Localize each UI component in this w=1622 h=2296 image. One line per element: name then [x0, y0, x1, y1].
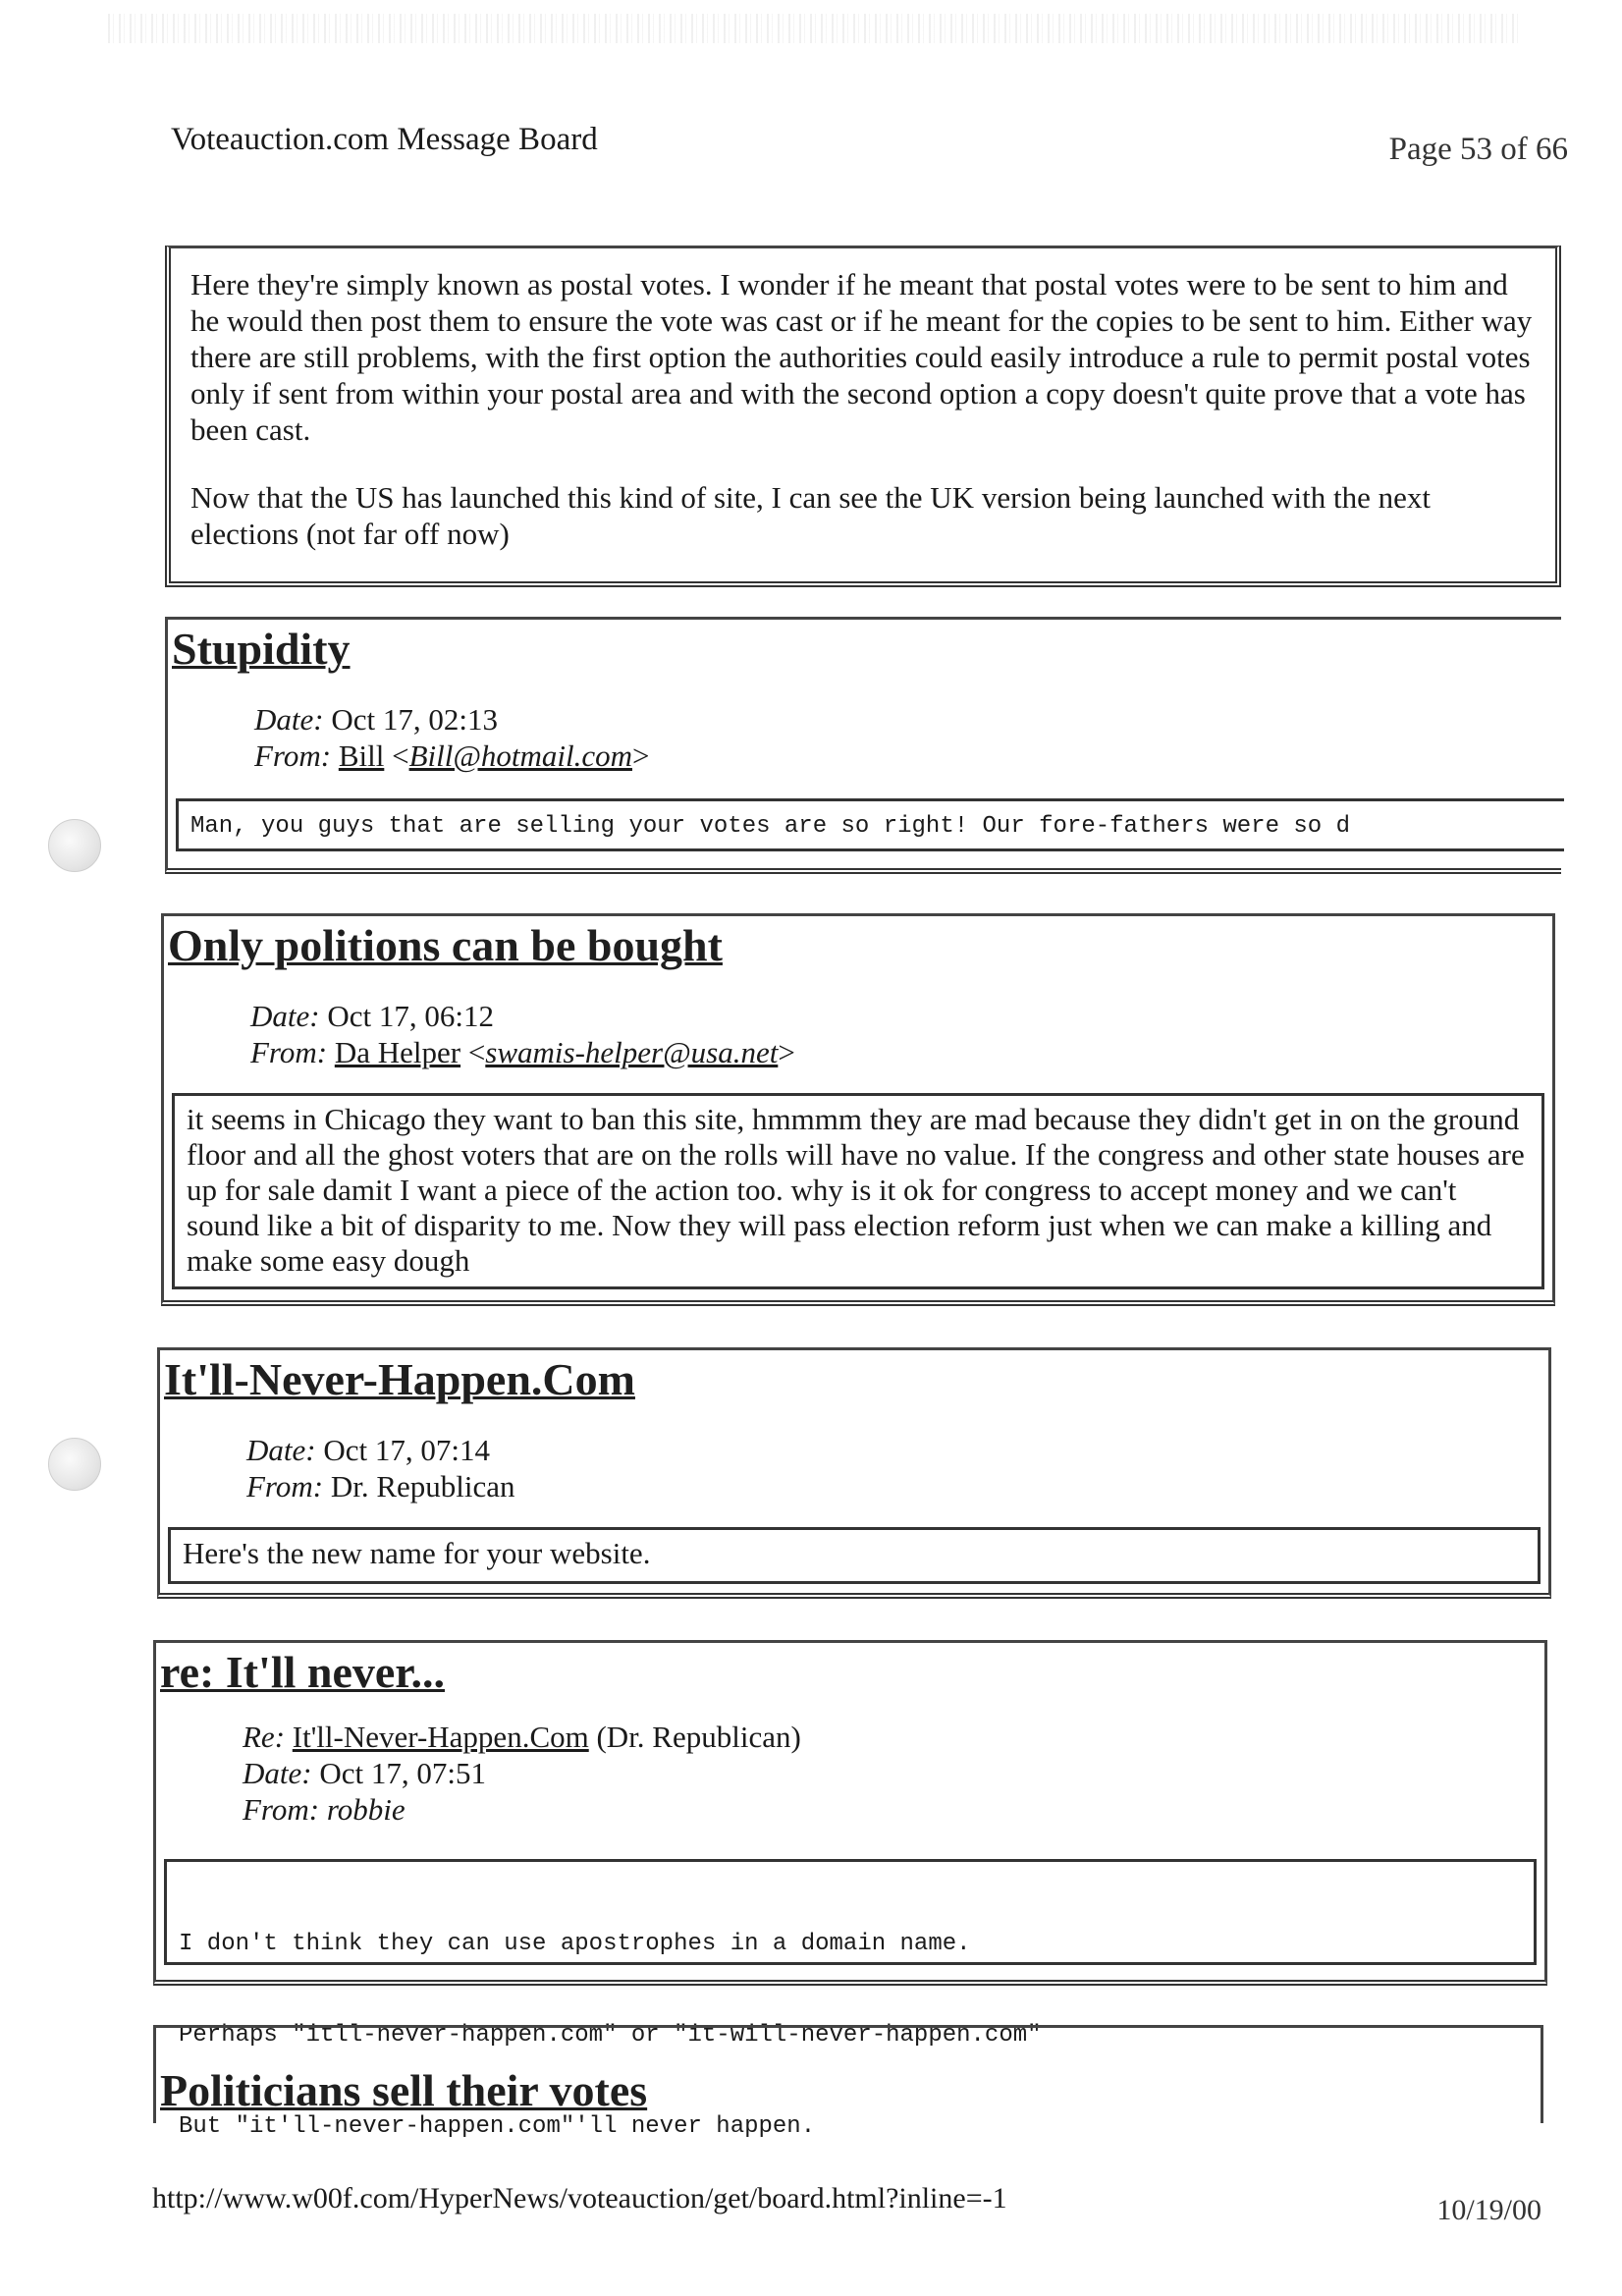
message-post [161, 913, 1555, 1306]
scan-artifact [108, 14, 1522, 43]
post-date: Oct 17, 07:14 [323, 1433, 490, 1468]
author-link[interactable]: Bill [338, 738, 385, 774]
date-label: Date: [250, 999, 320, 1034]
post-title-link[interactable]: Stupidity [172, 624, 351, 674]
message-body: it seems in Chicago they want to ban this site, hmmmm they are mad because they didn't get in on the ground floor and all the ghost voters that are on the rolls will have no value. If the congress and other state houses are up for sale damit I want a piece of the action too. why is it ok for congress to accept money and we can't sound like a bit of disparity to me. Now they will pass election reform just when we can make a killing and make some easy dough [172, 1093, 1544, 1289]
punch-hole [48, 819, 101, 872]
message-body-paragraph: Here they're simply known as postal votes. I wonder if he meant that postal votes were to be sent to him and he would then post them to ensure the vote was cast or if he meant for the copies to be sent to him. Either way there are still problems, with the first option the authorities could easily introduce a rule to permit postal votes only if sent from within your postal area and with the second option a copy doesn't quite prove that a vote has been cast. [190, 267, 1533, 447]
post-meta [243, 1719, 1544, 1828]
message-body-paragraph: Now that the US has launched this kind of site, I can see the UK version being launched with the next elections (not far off now) [190, 480, 1431, 551]
message-body: Here's the new name for your website. [168, 1527, 1541, 1584]
post-meta: Date: Oct 17, 06:12 From: Da Helper <swamis-helper@usa.net> [250, 999, 795, 1070]
date-label: Date: [254, 702, 324, 738]
footer-date: 10/19/00 [1436, 2194, 1541, 2226]
page-number: Page 53 of 66 [1388, 132, 1568, 167]
reply-to-author: (Dr. Republican) [596, 1720, 801, 1755]
message-post [153, 2025, 1543, 2123]
author-email-link[interactable]: swamis-helper@usa.net [485, 1035, 779, 1070]
post-title-link[interactable]: It'll-Never-Happen.Com [164, 1354, 635, 1404]
message-body-line: But "it'll-never-happen.com"'ll never happen. [179, 2113, 816, 2140]
post-title-link[interactable]: re: It'll never... [160, 1647, 445, 1697]
post-date: Oct 17, 06:12 [327, 999, 494, 1034]
re-label: Re: [243, 1720, 286, 1755]
footer-url: http://www.w00f.com/HyperNews/voteauction/get/board.html?inline=-1 [152, 2182, 1007, 2214]
from-label: From: [246, 1469, 324, 1504]
message-post-continued [165, 246, 1561, 587]
message-post [157, 1347, 1551, 1599]
from-label: From: [254, 738, 332, 774]
from-label: From: [250, 1035, 328, 1070]
author-link[interactable]: Da Helper [334, 1035, 461, 1070]
date-label: Date: [243, 1756, 312, 1791]
post-meta [246, 1432, 1548, 1504]
reply-to-link[interactable]: It'll-Never-Happen.Com [292, 1720, 589, 1755]
post-title-link[interactable]: Politicians sell their votes [160, 2065, 648, 2115]
message-body-line: Perhaps "itll-never-happen.com" or "it-will-never-happen.com" [179, 2022, 1042, 2049]
post-date: Oct 17, 02:13 [331, 702, 498, 738]
message-body-line: I don't think they can use apostrophes in a domain name. [179, 1931, 971, 1957]
message-body: Man, you guys that are selling your votes are so right! Our fore-fathers were so d [176, 798, 1564, 851]
from-label: From: [243, 1792, 320, 1828]
date-label: Date: [246, 1433, 316, 1468]
author-name: Dr. Republican [330, 1469, 515, 1504]
punch-hole [48, 1438, 101, 1491]
post-title-link[interactable]: Only politions can be bought [168, 920, 723, 970]
author-name: robbie [326, 1792, 406, 1828]
post-date: Oct 17, 07:51 [319, 1756, 486, 1791]
page-header-title: Voteauction.com Message Board [171, 122, 598, 157]
author-email-link[interactable]: Bill@hotmail.com [408, 738, 632, 774]
post-meta: Date: Oct 17, 02:13 From: Bill <Bill@hotmail.com> [254, 702, 650, 774]
message-post [165, 617, 1561, 874]
